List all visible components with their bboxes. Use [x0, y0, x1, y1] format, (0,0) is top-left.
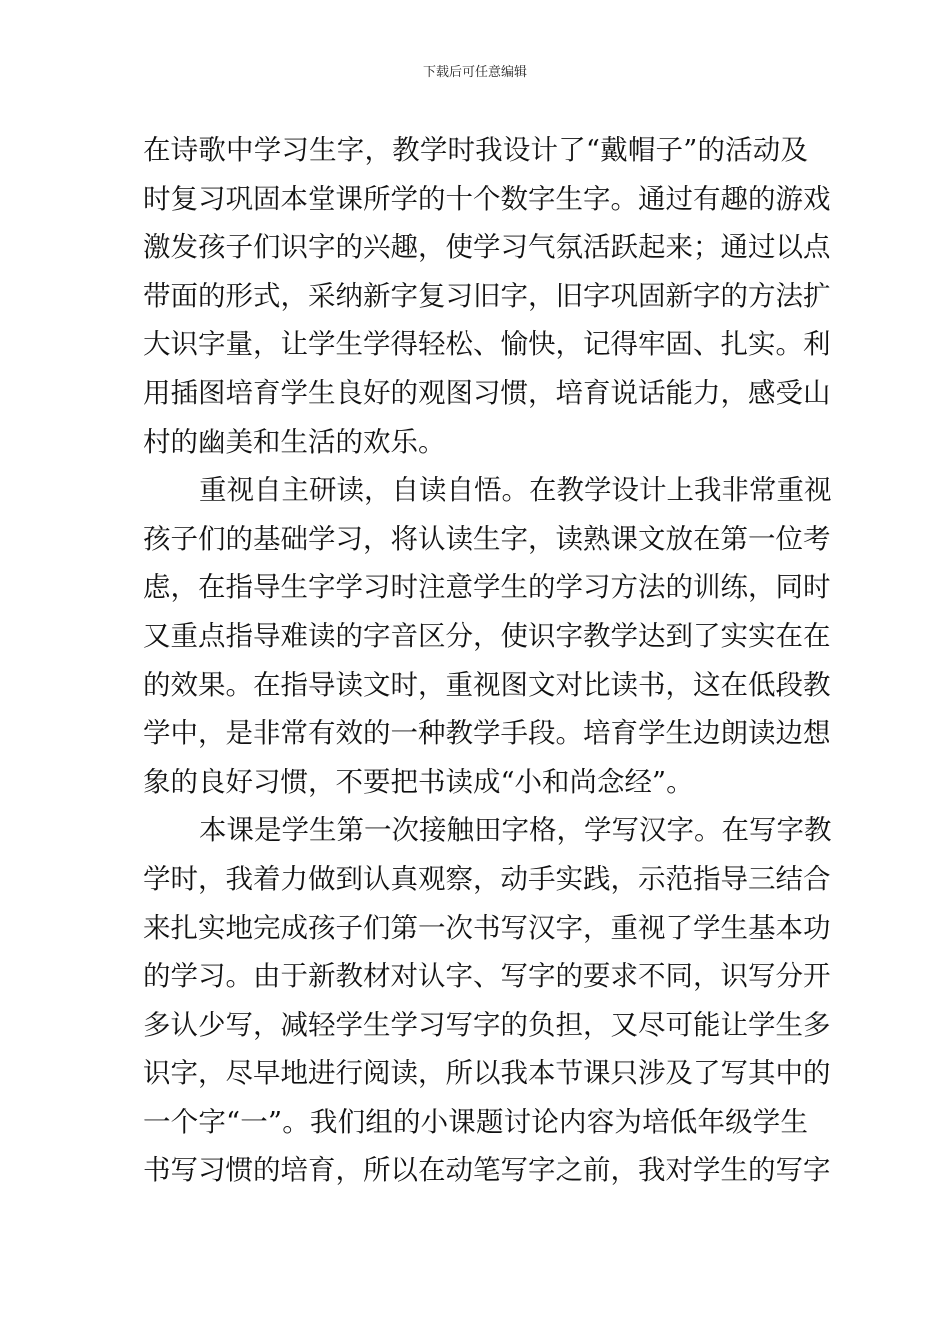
text-line: 虑，在指导生字学习时注意学生的学习方法的训练，同时: [143, 571, 831, 604]
text-line: 多认少写，减轻学生学习写字的负担，又尽可能让学生多: [143, 1008, 831, 1041]
text-line: 的效果。在指导读文时，重视图文对比读书，这在低段教: [143, 668, 831, 701]
text-line: 大识字量，让学生学得轻松、愉快，记得牢固、扎实。利: [143, 328, 831, 361]
text-line: 用插图培育学生良好的观图习惯，培育说话能力，感受山: [143, 376, 831, 409]
text-line: 学时，我着力做到认真观察，动手实践，示范指导三结合: [143, 862, 831, 895]
text-line: 书写习惯的培育，所以在动笔写字之前，我对学生的写字: [143, 1154, 831, 1187]
page-header: 下载后可任意编辑: [422, 65, 527, 80]
text-line: 时复习巩固本堂课所学的十个数字生字。通过有趣的游戏: [143, 182, 831, 215]
text-line: 一个字“一”。我们组的小课题讨论内容为培低年级学生: [143, 1105, 808, 1138]
text-line: 带面的形式，采纳新字复习旧字，旧字巩固新字的方法扩: [143, 279, 831, 312]
document-body: [143, 126, 832, 1195]
text-line: 又重点指导难读的字音区分，使识字教学达到了实实在在: [143, 619, 831, 652]
text-line: 在诗歌中学习生字，教学时我设计了“戴帽子”的活动及: [143, 134, 808, 166]
text-line: 象的良好习惯，不要把书读成“小和尚念经”。: [143, 765, 694, 798]
text-line: 的学习。由于新教材对认字、写字的要求不同，识写分开: [143, 960, 831, 993]
paragraph-start-line: 重视自主研读，自读自悟。在教学设计上我非常重视: [199, 474, 832, 507]
text-line: 来扎实地完成孩子们第一次书写汉字，重视了学生基本功: [143, 911, 831, 944]
text-line: 孩子们的基础学习，将认读生字，读熟课文放在第一位考: [143, 522, 831, 555]
text-line: 学中，是非常有效的一种教学手段。培育学生边朗读边想: [143, 717, 831, 750]
text-line: 识字，尽早地进行阅读，所以我本节课只涉及了写其中的: [143, 1057, 831, 1090]
paragraph-start-line: 本课是学生第一次接触田字格，学写汉字。在写字教: [199, 814, 832, 847]
text-line: 激发孩子们识字的兴趣，使学习气氛活跃起来；通过以点: [143, 231, 831, 264]
text-line: 村的幽美和生活的欢乐。: [143, 425, 446, 458]
